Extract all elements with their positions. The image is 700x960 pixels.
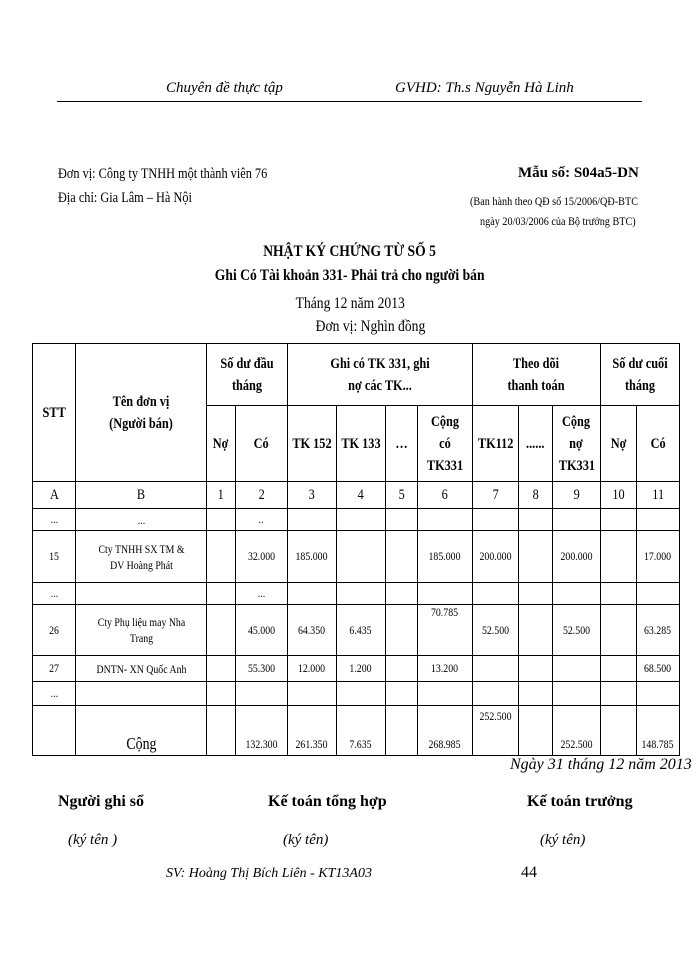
column-code-cell: 6 xyxy=(417,482,472,509)
signer-general-accountant-title: Kế toán tổng hợp xyxy=(268,793,387,810)
table-row xyxy=(33,509,680,531)
amount-cell xyxy=(552,509,600,531)
vendor-name-cell: Cty TNHH SX TM & DV Hoàng Phát xyxy=(76,531,207,583)
table-row xyxy=(33,531,680,583)
amount-cell xyxy=(336,531,385,583)
vendor-name-cell xyxy=(76,583,207,605)
amount-cell: 63.285 xyxy=(636,605,679,656)
amount-cell: 13.200 xyxy=(417,656,472,682)
total-amount-cell: 7.635 xyxy=(336,706,385,756)
amount-cell xyxy=(417,682,472,706)
amount-cell xyxy=(518,682,552,706)
amount-cell xyxy=(472,656,518,682)
amount-cell: 32.000 xyxy=(235,531,287,583)
amount-cell xyxy=(600,531,636,583)
header-stt: STT xyxy=(33,344,76,482)
column-code-cell: A xyxy=(33,482,76,509)
column-code-cell: 7 xyxy=(472,482,518,509)
amount-cell xyxy=(472,509,518,531)
amount-cell xyxy=(385,531,417,583)
amount-cell xyxy=(417,583,472,605)
amount-cell xyxy=(600,656,636,682)
header-closing-balance: Số dư cuối tháng xyxy=(600,344,679,406)
column-code-cell: 8 xyxy=(518,482,552,509)
amount-cell: 200.000 xyxy=(472,531,518,583)
amount-cell xyxy=(207,509,236,531)
vendor-name-cell: DNTN- XN Quốc Anh xyxy=(76,656,207,682)
form-note-line1: (Ban hành theo QĐ số 15/2006/QĐ-BTC xyxy=(470,194,639,208)
header-supervisor: GVHD: Th.s Nguyễn Hà Linh xyxy=(395,80,574,96)
row-number-cell: ... xyxy=(33,509,76,531)
amount-cell xyxy=(518,656,552,682)
total-label-cell: Cộng xyxy=(76,706,207,756)
amount-cell: 200.000 xyxy=(552,531,600,583)
row-number-cell: 27 xyxy=(33,656,76,682)
row-number-cell: 15 xyxy=(33,531,76,583)
amount-cell: 45.000 xyxy=(235,605,287,656)
amount-cell: 64.350 xyxy=(288,605,337,656)
amount-cell xyxy=(207,656,236,682)
form-note-line2: ngày 20/03/2006 của Bộ trưởng BTC) xyxy=(480,214,636,228)
total-amount-cell xyxy=(518,706,552,756)
amount-cell xyxy=(336,583,385,605)
header-tk133: TK 133 xyxy=(336,406,385,482)
column-code-cell: 5 xyxy=(385,482,417,509)
amount-cell: 12.000 xyxy=(288,656,337,682)
amount-cell: .. xyxy=(235,509,287,531)
vendor-name-cell: Cty Phụ liệu may Nha Trang xyxy=(76,605,207,656)
amount-cell xyxy=(288,583,337,605)
table-row xyxy=(33,656,680,682)
ledger-table xyxy=(32,343,680,756)
header-debit-total: Cộng nợ TK331 xyxy=(552,406,600,482)
total-amount-cell xyxy=(385,706,417,756)
amount-cell xyxy=(636,682,679,706)
column-code-cell: 2 xyxy=(235,482,287,509)
amount-cell xyxy=(336,509,385,531)
column-code-cell: 3 xyxy=(288,482,337,509)
total-row xyxy=(33,706,680,756)
doc-subtitle: Ghi Có Tài khoản 331- Phải trả cho người bán xyxy=(215,267,485,284)
form-code: Mẫu số: S04a5-DN xyxy=(518,165,639,181)
total-amount-cell: 252.500 xyxy=(552,706,600,756)
total-amount-cell xyxy=(33,706,76,756)
header-open-debit: Nợ xyxy=(207,406,236,482)
signer-chief-accountant-title: Kế toán trưởng xyxy=(527,793,633,810)
column-code-cell: 9 xyxy=(552,482,600,509)
header-credit-331: Ghi có TK 331, ghi nợ các TK... xyxy=(288,344,473,406)
amount-cell xyxy=(518,583,552,605)
amount-cell: 185.000 xyxy=(417,531,472,583)
total-amount-cell: 268.985 xyxy=(417,706,472,756)
header-track-dots: ...... xyxy=(518,406,552,482)
amount-cell xyxy=(518,531,552,583)
vendor-name-cell: ... xyxy=(76,509,207,531)
column-code-row xyxy=(33,482,680,509)
amount-cell: 52.500 xyxy=(552,605,600,656)
amount-cell xyxy=(385,682,417,706)
amount-cell xyxy=(552,656,600,682)
amount-cell xyxy=(600,583,636,605)
company-address: Địa chỉ: Gia Lâm – Hà Nội xyxy=(58,190,192,206)
total-amount-cell: 252.500 xyxy=(472,706,518,756)
amount-cell xyxy=(636,583,679,605)
total-amount-cell xyxy=(207,706,236,756)
signer-chief-accountant-sign: (ký tên) xyxy=(540,832,586,848)
signer-general-accountant-sign: (ký tên) xyxy=(283,832,329,848)
amount-cell xyxy=(207,605,236,656)
doc-unit: Đơn vị: Nghìn đồng xyxy=(315,318,425,335)
amount-cell xyxy=(552,682,600,706)
amount-cell xyxy=(552,583,600,605)
amount-cell xyxy=(472,682,518,706)
header-credit-dots: … xyxy=(385,406,417,482)
header-tk112: TK112 xyxy=(472,406,518,482)
amount-cell: 55.300 xyxy=(235,656,287,682)
amount-cell xyxy=(385,656,417,682)
row-number-cell: ... xyxy=(33,682,76,706)
table-row xyxy=(33,682,680,706)
amount-cell xyxy=(417,509,472,531)
amount-cell: 1.200 xyxy=(336,656,385,682)
total-amount-cell xyxy=(600,706,636,756)
total-amount-cell: 148.785 xyxy=(636,706,679,756)
amount-cell xyxy=(385,509,417,531)
amount-cell xyxy=(288,509,337,531)
header-topic: Chuyên đề thực tập xyxy=(166,80,283,96)
header-vendor-name: Tên đơn vị (Người bán) xyxy=(76,344,207,482)
signer-bookkeeper-title: Người ghi sổ xyxy=(58,793,145,810)
total-amount-cell: 261.350 xyxy=(288,706,337,756)
amount-cell: 68.500 xyxy=(636,656,679,682)
amount-cell xyxy=(636,509,679,531)
amount-cell xyxy=(288,682,337,706)
amount-cell xyxy=(600,509,636,531)
column-code-cell: 4 xyxy=(336,482,385,509)
amount-cell xyxy=(518,605,552,656)
amount-cell: 70.785 xyxy=(417,605,472,656)
amount-cell: 17.000 xyxy=(636,531,679,583)
amount-cell: 52.500 xyxy=(472,605,518,656)
amount-cell xyxy=(385,605,417,656)
amount-cell xyxy=(472,583,518,605)
amount-cell xyxy=(600,605,636,656)
column-code-cell: 11 xyxy=(636,482,679,509)
row-number-cell: ... xyxy=(33,583,76,605)
amount-cell xyxy=(385,583,417,605)
header-tk152: TK 152 xyxy=(288,406,337,482)
header-open-credit: Có xyxy=(235,406,287,482)
header-close-debit: Nợ xyxy=(600,406,636,482)
column-code-cell: 10 xyxy=(600,482,636,509)
table-row xyxy=(33,583,680,605)
amount-cell xyxy=(235,682,287,706)
amount-cell xyxy=(518,509,552,531)
amount-cell: 185.000 xyxy=(288,531,337,583)
footer-page-number: 44 xyxy=(521,864,537,881)
amount-cell xyxy=(207,682,236,706)
amount-cell xyxy=(600,682,636,706)
amount-cell xyxy=(336,682,385,706)
company-name: Đơn vị: Công ty TNHH một thành viên 76 xyxy=(58,166,268,182)
header-close-credit: Có xyxy=(636,406,679,482)
sign-date: Ngày 31 tháng 12 năm 2013 xyxy=(510,756,692,773)
total-amount-cell: 132.300 xyxy=(235,706,287,756)
doc-title: NHẬT KÝ CHỨNG TỪ SỐ 5 xyxy=(263,243,437,260)
amount-cell: ... xyxy=(235,583,287,605)
column-code-cell: 1 xyxy=(207,482,236,509)
header-opening-balance: Số dư đầu tháng xyxy=(207,344,288,406)
signer-bookkeeper-sign: (ký tên ) xyxy=(68,832,118,848)
column-code-cell: B xyxy=(76,482,207,509)
table-row xyxy=(33,605,680,656)
doc-period: Tháng 12 năm 2013 xyxy=(295,295,405,312)
header-credit-total: Cộng có TK331 xyxy=(417,406,472,482)
row-number-cell: 26 xyxy=(33,605,76,656)
amount-cell xyxy=(207,531,236,583)
vendor-name-cell xyxy=(76,682,207,706)
amount-cell: 6.435 xyxy=(336,605,385,656)
amount-cell xyxy=(207,583,236,605)
header-rule xyxy=(57,101,642,102)
footer-student: SV: Hoàng Thị Bích Liên - KT13A03 xyxy=(166,866,372,881)
header-payment-tracking: Theo dõi thanh toán xyxy=(472,344,600,406)
